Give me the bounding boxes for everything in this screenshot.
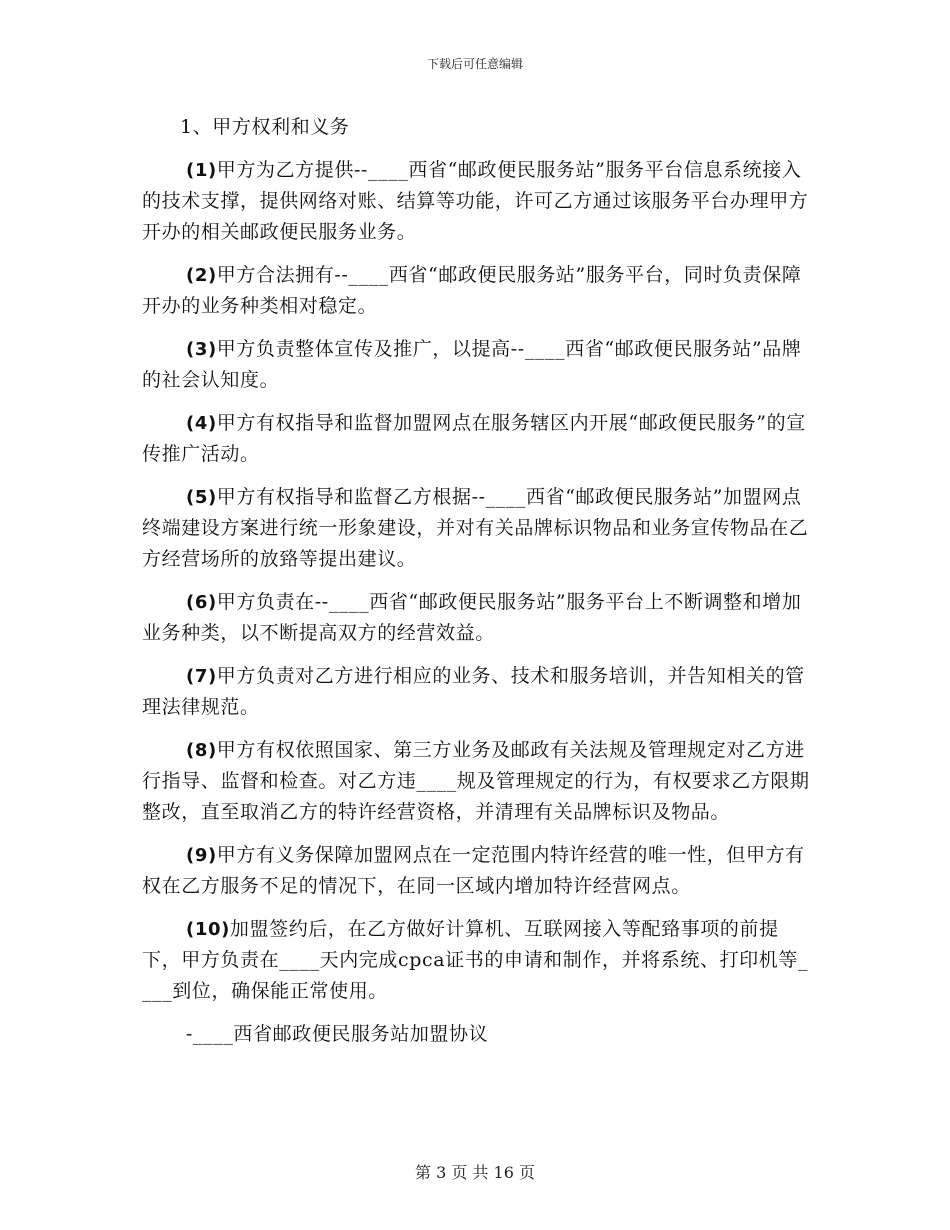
clause-text: 甲方负责对乙方进行相应的业务、技术和服务培训，并告知相关的管理法律规范。: [142, 665, 805, 718]
clause-number: (4): [186, 413, 217, 434]
clause-number: (9): [186, 845, 217, 866]
clause-text: 甲方有权指导和监督加盟网点在服务辖区内开展“邮政便民服务”的宣传推广活动。: [142, 412, 806, 465]
clause-9: [142, 840, 812, 902]
clause-text: 加盟签约后，在乙方做好计算机、互联网接入等配臵事项的前提下，甲方负责在____天内完成cpca证书的申请和制作，并将系统、打印机等____到位，确保能正常使用。: [142, 918, 809, 1002]
header-note: 下载后可任意编辑: [426, 57, 523, 71]
clause-number: (1): [186, 160, 217, 181]
clause-number: (2): [186, 265, 217, 286]
clause-number: (6): [186, 592, 217, 613]
clause-10: [142, 914, 812, 1007]
clause-5: [142, 482, 812, 575]
clause-text: 甲方负责整体宣传及推广，以提高--____西省“邮政便民服务站”品牌的社会认知度。: [142, 338, 802, 391]
clause-number: (5): [186, 487, 217, 508]
clause-text: 甲方有权依照国家、第三方业务及邮政有关法规及管理规定对乙方进行指导、监督和检查。对乙方违____规及管理规定的行为，有权要求乙方限期整改，直至取消乙方的特许经营资格，并清理有关品牌标识及物品。: [142, 739, 810, 823]
section-title: 1、甲方权利和义务: [180, 116, 350, 138]
clause-number: (7): [186, 666, 217, 687]
closing-line: -____西省邮政便民服务站加盟协议: [186, 1023, 489, 1045]
page-number-footer: 第 3 页 共 16 页: [415, 1163, 535, 1182]
clause-3: [142, 334, 812, 396]
clause-2: [142, 260, 812, 322]
document-body: [142, 112, 812, 1050]
clause-4: [142, 408, 812, 470]
clause-number: (3): [186, 339, 217, 360]
clause-7: [142, 661, 812, 723]
clause-text: 甲方有义务保障加盟网点在一定范围内特许经营的唯一性，但甲方有权在乙方服务不足的情况下，在同一区域内增加特许经营网点。: [142, 844, 805, 897]
clause-number: (8): [186, 740, 217, 761]
clause-6: [142, 587, 812, 649]
clause-text: 甲方合法拥有--____西省“邮政便民服务站”服务平台，同时负责保障开办的业务种类相对稳定。: [142, 264, 802, 317]
clause-8: [142, 735, 812, 828]
clause-text: 甲方有权指导和监督乙方根据--____西省“邮政便民服务站”加盟网点终端建设方案进行统一形象建设，并对有关品牌标识物品和业务宣传物品在乙方经营场所的放臵等提出建议。: [142, 486, 809, 570]
clause-text: 甲方为乙方提供--____西省“邮政便民服务站”服务平台信息系统接入的技术支撑，提供网络对账、结算等功能，许可乙方通过该服务平台办理甲方开办的相关邮政便民服务业务。: [142, 159, 809, 243]
clause-text: 甲方负责在--____西省“邮政便民服务站”服务平台上不断调整和增加业务种类，以不断提高双方的经营效益。: [142, 591, 802, 644]
clause-number: (10): [186, 919, 230, 940]
clause-1: [142, 155, 812, 248]
